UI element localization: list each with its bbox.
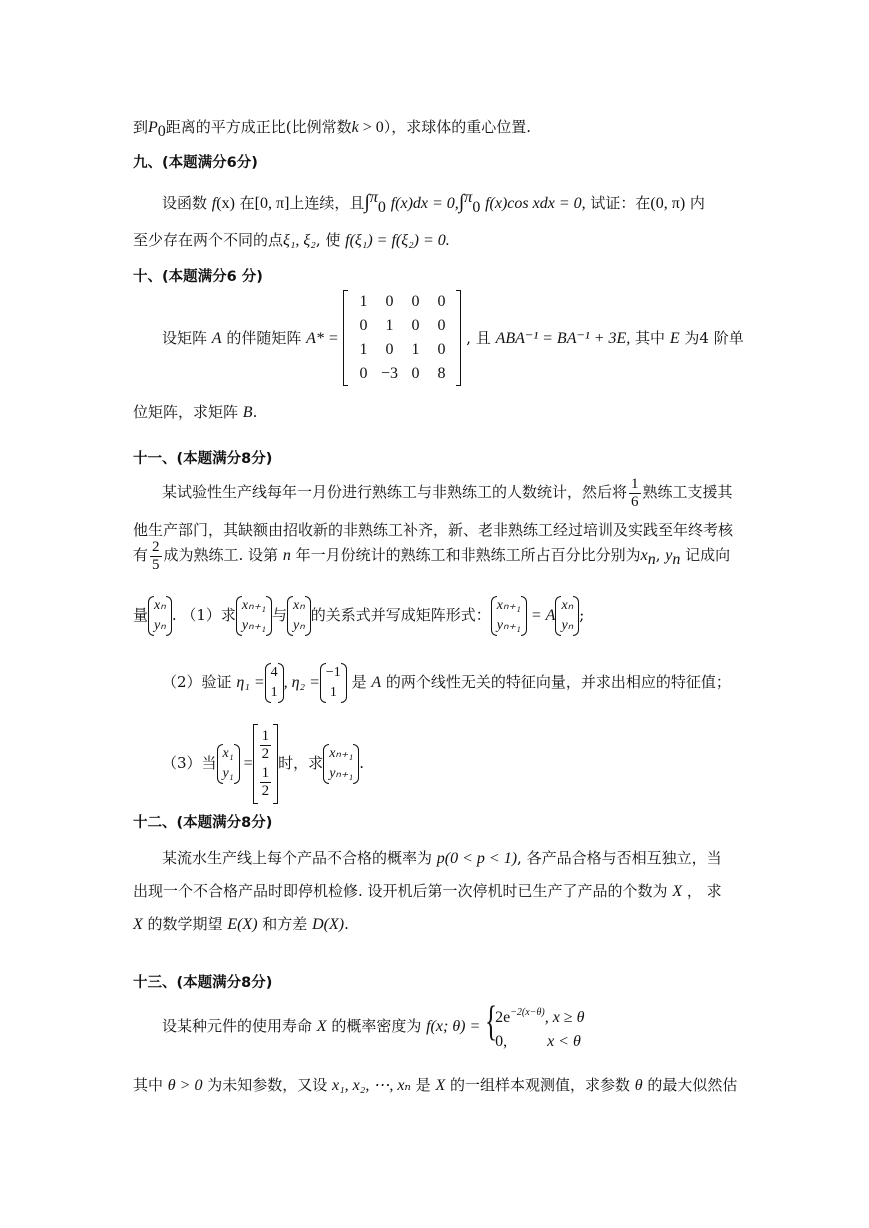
text: 距离的平方成正比(比例常数 (165, 118, 352, 136)
section-11-line-2: 他生产部门，其缺额由招收新的非熟练工补齐，新、老非熟练工经过培训及实践至年终考核 (133, 521, 734, 539)
text: 的关系式并写成矩阵形式： (310, 606, 491, 624)
math: x₁, x₂, ⋯, xₙ (331, 1077, 411, 1094)
text: 某试验性生产线每年一月份进行熟练工与非熟练工的人数统计，然后将 (162, 483, 628, 501)
section-11-line-4 (133, 593, 584, 638)
math-sub: 0 (377, 199, 386, 216)
text: 为未知参数，又设 (202, 1076, 332, 1094)
text: 其中 (133, 1076, 168, 1094)
integral-sign: ∫ (364, 191, 370, 213)
vector-entry: xₙ (154, 598, 166, 613)
text: 试证：在 (585, 194, 651, 212)
math: f(ξ₁) = f(ξ₂) = 0. (345, 232, 450, 249)
text: 设某种元件的使用寿命 (162, 1017, 317, 1035)
vector-eta1 (265, 663, 284, 703)
section-12-title: 十二、(本题满分8分) (133, 815, 273, 831)
math-sub: n (647, 551, 656, 568)
matrix-cell: 0 (359, 317, 368, 334)
denominator: 5 (152, 556, 160, 573)
matrix-cell: 0 (411, 317, 420, 334)
text: , (655, 546, 666, 564)
math: X (316, 1018, 327, 1035)
vector-eta2 (320, 663, 347, 703)
vector-xn-yn (555, 596, 579, 636)
section-11-part-2 (162, 660, 731, 705)
initial-vector (253, 724, 279, 804)
section-12-line-3 (133, 914, 349, 935)
math-sup: π (369, 189, 378, 206)
vector-entry: −1 (325, 665, 341, 680)
text: . (359, 754, 365, 772)
integral-sign: ∫ (458, 191, 465, 213)
numerator: 1 (261, 728, 270, 744)
vector-entry: xₙ₊₁ (496, 598, 521, 613)
math: f(x)cos xdx = 0, (485, 195, 586, 212)
math: A* = (306, 329, 339, 347)
math: 2e (495, 1008, 511, 1026)
math: x (640, 547, 648, 564)
matrix-cell: 0 (385, 293, 394, 310)
text: ; (579, 606, 585, 624)
text: 是 (410, 1076, 436, 1094)
denominator: 2 (261, 783, 270, 799)
vector-xn-yn (287, 596, 311, 636)
matrix-row (350, 290, 454, 314)
vector-entry: yₙ₊₁ (329, 766, 354, 781)
vector-xn-yn (148, 596, 172, 636)
text: 的两个线性无关的特征向量，并求出相应的特征值； (381, 673, 731, 691)
math-sub: n (672, 551, 681, 568)
matrix-cell: 1 (359, 341, 368, 358)
matrix-row (350, 362, 454, 386)
math: E (669, 329, 680, 347)
vector-entry: 4 (270, 665, 278, 680)
math: f (211, 195, 217, 212)
matrix-cell: −3 (380, 365, 398, 382)
text: 出现一个不合格产品时即停机检修. 设开机后第一次停机时已生产了产品的个数为 (133, 882, 673, 900)
text: 时，求 (278, 754, 324, 772)
denominator: 6 (631, 493, 639, 510)
text: 熟练工支援其 (642, 483, 733, 501)
math: k (351, 119, 359, 136)
math: 0, (495, 1032, 508, 1050)
math: y (665, 547, 673, 564)
text: 是 (346, 673, 372, 691)
text: 和方差 (257, 915, 313, 933)
math-sub: 0 (472, 199, 481, 216)
fraction-half (260, 765, 272, 800)
math: n (282, 547, 291, 564)
section-10-title: 十、(本题满分6 分) (133, 269, 263, 285)
text: 到 (133, 118, 149, 136)
matrix-grid (350, 290, 454, 386)
matrix-cell: 1 (385, 317, 394, 334)
text: 设函数 (162, 194, 212, 212)
text: 至少存在两个不同的点 (133, 231, 284, 249)
math: ABA⁻¹ = BA⁻¹ + 3E, (495, 329, 631, 347)
vector-entry: 1 (329, 685, 337, 700)
numerator: 2 (152, 538, 160, 555)
text: 的数学期望 (142, 915, 228, 933)
text: 成为熟练工. 设第 (163, 546, 283, 564)
math-sup: −2(x−θ) (510, 1006, 545, 1018)
section-9-line-1 (162, 188, 705, 218)
math: ξ₁, ξ₂ (283, 232, 316, 249)
text: 的最大似然估 (642, 1076, 738, 1094)
text: . (344, 915, 349, 933)
text: （3）当 (162, 754, 217, 772)
matrix-row (350, 338, 454, 362)
math: D(X) (312, 916, 345, 933)
math: A (211, 329, 222, 347)
math-sub: 0 (157, 123, 166, 140)
text: 设矩阵 (162, 328, 212, 347)
vector-entry: yₙ (154, 618, 166, 633)
math: p(0 < p < 1) (436, 850, 518, 867)
numerator: 1 (261, 765, 270, 781)
matrix-cell: 0 (385, 341, 394, 358)
vector-entry: xₙ (292, 598, 305, 613)
section-13-title: 十三、(本题满分8分) (133, 975, 273, 991)
text: , 且 (466, 328, 496, 347)
vector-entry: x₁ (222, 746, 234, 761)
section-12-line-2 (133, 881, 722, 902)
section-9-line-2 (133, 230, 450, 251)
text: 的伴随矩阵 (221, 328, 307, 347)
section-13-line-1 (162, 1000, 584, 1054)
math: P (148, 119, 158, 136)
section-11-part-3 (162, 724, 364, 804)
math: X (133, 916, 143, 933)
math: f(x)dx = 0, (390, 195, 459, 212)
text: 上连续，且 (289, 194, 365, 212)
section-12-line-1 (162, 848, 722, 869)
matrix-cell: 0 (437, 317, 446, 334)
vector-entry: yₙ₊₁ (241, 618, 266, 633)
math: , η₂ = (283, 674, 320, 691)
text: ），求球体的重心位置. (383, 118, 532, 136)
fraction-half (260, 728, 272, 763)
math: (0, π) (650, 195, 686, 212)
matrix-cell: 0 (411, 293, 420, 310)
section-11-title: 十一、(本题满分8分) (133, 451, 273, 467)
vector-entry: xₙ (561, 598, 574, 613)
section-11-line-3 (133, 537, 730, 578)
math: f(x; θ) = (426, 1018, 481, 1035)
text: , 使 (315, 231, 346, 249)
text: 某流水生产线上每个产品不合格的概率为 (162, 849, 437, 867)
vector-entry: y₁ (222, 766, 234, 781)
vector-xn1-yn1 (491, 596, 527, 636)
text: 为4 阶单 (679, 328, 744, 347)
numerator: 1 (631, 475, 639, 492)
matrix-cell: 0 (437, 293, 446, 310)
matrix-cell: 1 (359, 293, 368, 310)
matrix-cell: 1 (411, 341, 420, 358)
vector-entry: yₙ₊₁ (496, 618, 521, 633)
vector-xn1-yn1 (236, 596, 272, 636)
math: θ > 0 (167, 1077, 203, 1094)
case-row-1 (495, 1001, 584, 1030)
vector-entry: 1 (270, 685, 278, 700)
continuation-line (133, 117, 531, 142)
vector-entry: yₙ (292, 618, 305, 633)
math: x < θ (547, 1032, 581, 1050)
math: X (435, 1077, 446, 1094)
section-9-title: 九、(本题满分6分) (133, 155, 258, 171)
text: 其中 (630, 328, 670, 347)
math: θ (634, 1077, 643, 1094)
text: 记成向 (680, 546, 731, 564)
fraction-two-fifths (150, 539, 162, 574)
math: A (371, 674, 382, 691)
text: . (252, 403, 258, 421)
math: (x) (216, 195, 235, 212)
math: > 0 (358, 119, 384, 136)
section-10-line-1 (162, 290, 744, 386)
case-row-2 (495, 1030, 584, 1054)
math: B (242, 404, 253, 421)
section-11-line-1 (162, 474, 733, 511)
text: （2）验证 (162, 673, 237, 691)
math: X (672, 883, 683, 900)
matrix-cell: 8 (437, 365, 446, 382)
math: = A (526, 607, 556, 624)
text: 有 (133, 546, 149, 564)
math: = (239, 755, 253, 772)
text: 与 (271, 606, 287, 624)
text: 在 (234, 194, 255, 212)
fraction-one-sixth (629, 476, 641, 511)
text: ， 求 (682, 882, 722, 900)
vector-entry: xₙ₊₁ (329, 746, 354, 761)
matrix-cell: 0 (359, 365, 368, 382)
math-sup: π (464, 189, 473, 206)
vector-x1-y1 (217, 744, 240, 784)
math: , x ≥ θ (544, 1008, 585, 1026)
math: η₁ = (236, 674, 265, 691)
adjugate-matrix (343, 290, 461, 386)
piecewise-density (485, 1001, 584, 1054)
section-10-line-2 (133, 402, 257, 423)
text: 量 (133, 606, 149, 624)
denominator: 2 (261, 746, 270, 762)
text: 内 (685, 194, 705, 212)
vector-entry: xₙ₊₁ (241, 598, 266, 613)
section-13-line-2 (133, 1075, 737, 1096)
text: , 各产品合格与否相互独立，当 (517, 849, 722, 867)
text: 位矩阵，求矩阵 (133, 403, 243, 421)
matrix-row (350, 314, 454, 338)
vector-entry: yₙ (561, 618, 574, 633)
matrix-cell: 0 (437, 341, 446, 358)
text: . （1）求 (171, 606, 236, 624)
text: 的一组样本观测值，求参数 (445, 1076, 635, 1094)
text: 的概率密度为 (326, 1017, 427, 1035)
vector-xn1-yn1 (323, 744, 359, 784)
matrix-cell: 0 (411, 365, 420, 382)
text: 年一月份统计的熟练工和非熟练工所占百分比分别为 (290, 546, 641, 564)
math: [0, π] (254, 195, 290, 212)
math: E(X) (227, 916, 258, 933)
